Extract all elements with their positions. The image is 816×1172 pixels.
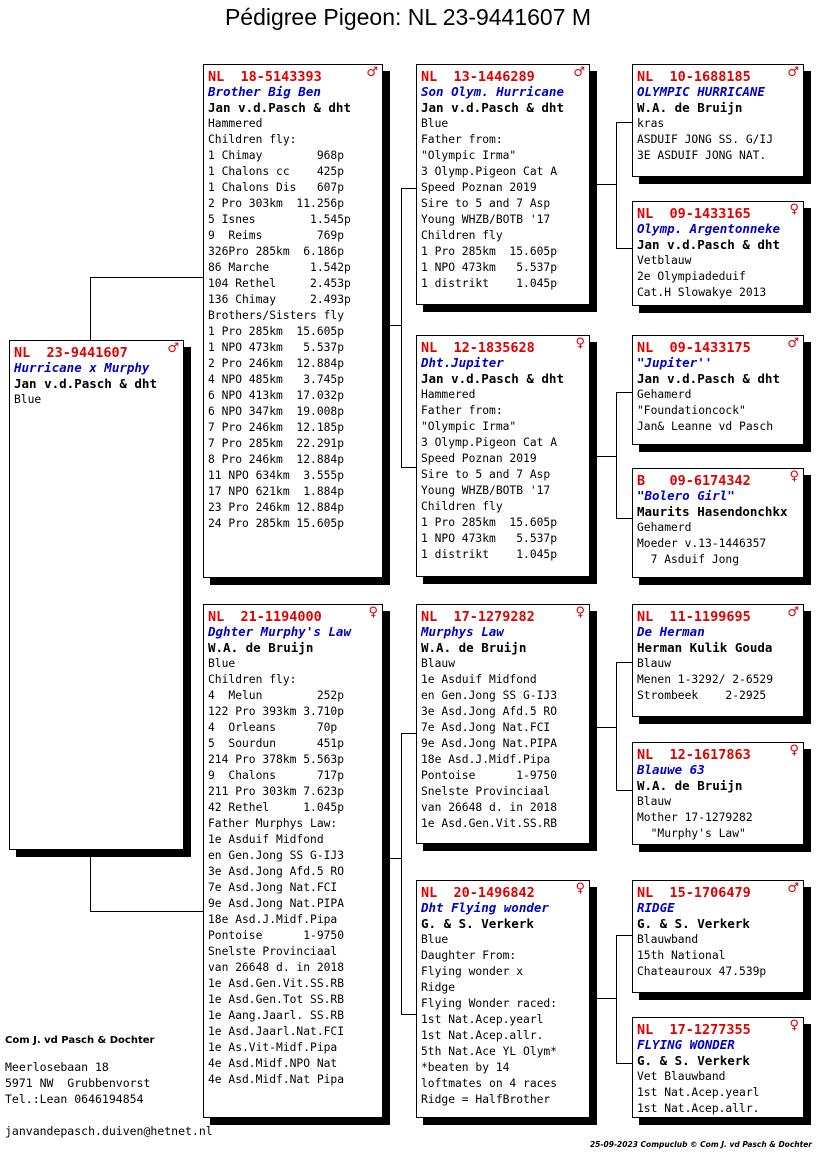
card-header <box>208 66 382 84</box>
ring-number: NL 15-1706479 <box>637 885 751 901</box>
card-header <box>637 66 803 84</box>
info-line: "Foundationcock" <box>637 404 746 417</box>
owner-name: G. & S. Verkerk <box>637 1053 750 1068</box>
info-line: 3e Asd.Jong Afd.5 RO <box>208 865 345 878</box>
pigeon-name: Olymp. Argentonneke <box>637 221 780 236</box>
info-line: 86 Marche 1.542p <box>208 261 351 274</box>
pigeon-name: Son Olym. Hurricane <box>421 84 564 99</box>
connector <box>616 518 633 519</box>
info-line: "Olympic Irma" <box>421 149 517 162</box>
pigeon-name: Dht.Jupiter <box>421 355 504 370</box>
owner-name: Jan v.d.Pasch & dht <box>421 100 564 115</box>
ring-number: NL 20-1496842 <box>421 885 535 901</box>
info-line: 4e Asd.Midf.NPO Nat <box>208 1057 338 1070</box>
pigeon-card-sire[interactable] <box>203 64 383 578</box>
info-line: Blauw <box>637 795 672 808</box>
info-line: 1e As.Vit-Midf.Pipa <box>208 1041 338 1054</box>
connector <box>597 998 616 999</box>
connector <box>597 727 616 728</box>
info-line: Hammered <box>208 117 263 130</box>
info-line: 1e Asd.Gen.Vit.SS.RB <box>421 817 558 830</box>
connector <box>616 935 633 936</box>
info-line: 5 Sourdun 451p <box>208 737 345 750</box>
connector <box>401 467 417 468</box>
pigeon-name: De Herman <box>637 624 705 639</box>
info-line: Ridge = HalfBrother <box>421 1093 551 1106</box>
info-line: 4 Melun 252p <box>208 689 345 702</box>
info-line: 1e Aang.Jaarl. SS.RB <box>208 1009 345 1022</box>
info-line: Vet Blauwband <box>637 1070 726 1083</box>
connector <box>401 733 402 1014</box>
pigeon-card-subject[interactable] <box>9 340 184 850</box>
info-line: 1 NPO 473km 5.537p <box>421 261 558 274</box>
ring-number: NL 09-1433165 <box>637 206 751 222</box>
info-line: *beaten by 14 <box>421 1061 510 1074</box>
info-line: Flying Wonder raced: <box>421 997 558 1010</box>
info-line: 9e Asd.Jong Nat.PIPA <box>421 737 558 750</box>
breeder-name: Com J. vd Pasch & Dochter <box>5 1035 155 1046</box>
info-line: Children fly: <box>208 673 297 686</box>
info-line: Young WHZB/BOTB '17 <box>421 484 551 497</box>
info-line: 11 NPO 634km 3.555p <box>208 469 345 482</box>
ring-number: B 09-6174342 <box>637 473 751 489</box>
owner-name: Jan v.d.Pasch & dht <box>421 371 564 386</box>
info-line: Sire to 5 and 7 Asp <box>421 197 551 210</box>
pigeon-name: Dghter Murphy's Law <box>208 624 351 639</box>
info-line: 136 Chimay 2.493p <box>208 293 351 306</box>
connector <box>401 733 417 734</box>
info-line: Snelste Provinciaal <box>421 785 551 798</box>
info-line: 7 Pro 246km 12.185p <box>208 421 345 434</box>
info-line: Blue <box>14 393 42 406</box>
pigeon-name: Blauwe 63 <box>637 762 705 777</box>
info-line: 1 Chalons cc 425p <box>208 165 345 178</box>
card-header <box>637 882 803 900</box>
ring-number: NL 12-1835628 <box>421 340 535 356</box>
info-line: 15th National <box>637 949 726 962</box>
info-line: kras <box>637 117 665 130</box>
pigeon-card-dss[interactable] <box>632 604 804 717</box>
info-line: Gehamerd <box>637 521 692 534</box>
card-header <box>637 337 803 355</box>
pigeon-card-ddd[interactable] <box>632 1017 804 1118</box>
info-line: 1e Asd.Gen.Tot SS.RB <box>208 993 345 1006</box>
page-title: Pédigree Pigeon: NL 23-9441607 M <box>224 4 592 30</box>
pigeon-name: "Bolero Girl" <box>637 488 735 503</box>
connector <box>401 188 402 467</box>
owner-name: Jan v.d.Pasch & dht <box>637 371 780 386</box>
connector <box>616 935 617 1063</box>
info-line: 3 Olymp.Pigeon Cat A <box>421 436 558 449</box>
info-line: 4 Orleans 70p <box>208 721 338 734</box>
owner-name: W.A. de Bruijn <box>637 778 743 793</box>
ring-number: NL 10-1688185 <box>637 69 751 85</box>
info-line: Blauwband <box>637 933 699 946</box>
card-header <box>14 342 183 360</box>
info-line: 214 Pro 378km 5.563p <box>208 753 345 766</box>
connector <box>616 662 617 790</box>
software-credit: 25-09-2023 Compuclub © Com J. vd Pasch & Dochter <box>589 1140 812 1149</box>
info-line: 1e Asduif Midfond <box>208 833 324 846</box>
info-line: 23 Pro 246km 12.884p <box>208 501 345 514</box>
info-line: 2 Pro 303km 11.256p <box>208 197 345 210</box>
info-line: Children fly: <box>208 133 297 146</box>
info-line: 122 Pro 393km 3.710p <box>208 705 345 718</box>
ring-number: NL 09-1433175 <box>637 340 751 356</box>
info-line: Flying wonder x <box>421 965 524 978</box>
pigeon-card-dsd[interactable] <box>632 742 804 845</box>
info-line: 1st Nat.Acep.allr. <box>637 1102 760 1115</box>
connector <box>90 911 204 912</box>
info-line: Brothers/Sisters fly <box>208 309 345 322</box>
pigeon-card-sire-dam[interactable] <box>416 335 590 577</box>
sex-symbol-icon: ♀ <box>789 743 799 758</box>
pigeon-name: RIDGE <box>637 900 675 915</box>
info-line: 5th Nat.Ace YL Olym* <box>421 1045 558 1058</box>
info-line: Father from: <box>421 404 503 417</box>
info-line: Pontoise 1-9750 <box>208 929 345 942</box>
ring-number: NL 17-1277355 <box>637 1022 751 1038</box>
info-line: Father Murphys Law: <box>208 817 338 830</box>
info-line: 1 Pro 285km 15.605p <box>208 325 345 338</box>
sex-symbol-icon: ♂ <box>787 881 799 896</box>
sex-symbol-icon: ♂ <box>366 65 378 80</box>
info-line: 6 NPO 347km 19.008p <box>208 405 345 418</box>
owner-name: W.A. de Bruijn <box>421 640 527 655</box>
info-line: Mother 17-1279282 <box>637 811 753 824</box>
info-line: Gehamerd <box>637 388 692 401</box>
info-line: 18e Asd.J.Midf.Pipa <box>421 753 551 766</box>
info-line: Moeder v.13-1446357 <box>637 537 767 550</box>
info-line: "Murphy's Law" <box>637 827 746 840</box>
card-header <box>421 66 589 84</box>
card-header <box>421 606 589 624</box>
connector <box>616 122 617 248</box>
owner-name: Maurits Hasendonchkx <box>637 504 788 519</box>
pigeon-card-sds[interactable] <box>632 335 804 445</box>
connector <box>616 662 633 663</box>
connector <box>401 188 417 189</box>
info-line: van 26648 d. in 2018 <box>208 961 345 974</box>
info-line: 1e Asduif Midfond <box>421 673 537 686</box>
owner-name: Jan v.d.Pasch & dht <box>14 376 157 391</box>
connector <box>90 277 91 340</box>
pigeon-name: FLYING WONDER <box>637 1037 735 1052</box>
info-line: 211 Pro 303km 7.623p <box>208 785 345 798</box>
pigeon-name: Brother Big Ben <box>208 84 321 99</box>
connector <box>616 392 617 518</box>
sex-symbol-icon: ♂ <box>787 605 799 620</box>
sex-symbol-icon: ♀ <box>575 881 585 896</box>
connector <box>401 1014 417 1015</box>
connector <box>90 850 91 911</box>
ring-number: NL 23-9441607 <box>14 345 128 361</box>
info-line: Sire to 5 and 7 Asp <box>421 468 551 481</box>
breeder-email[interactable]: janvandepasch.duiven@hetnet.nl <box>5 1124 213 1138</box>
breeder-address-street: Meerlosebaan 18 <box>5 1060 109 1074</box>
card-header <box>421 882 589 900</box>
card-header <box>637 1019 803 1037</box>
info-line: Blauw <box>421 657 456 670</box>
info-line: 104 Rethel 2.453p <box>208 277 351 290</box>
owner-name: G. & S. Verkerk <box>421 916 534 931</box>
info-line: 4e Asd.Midf.Nat Pipa <box>208 1073 345 1086</box>
info-line: 7 Asduif Jong <box>637 553 740 566</box>
info-line: Speed Poznan 2019 <box>421 452 537 465</box>
sex-symbol-icon: ♀ <box>575 336 585 351</box>
info-line: 1 Pro 285km 15.605p <box>421 245 558 258</box>
pigeon-name: Hurricane x Murphy <box>14 360 150 375</box>
pigeon-card-dam[interactable] <box>203 604 383 1118</box>
card-header <box>637 606 803 624</box>
owner-name: Herman Kulik Gouda <box>637 640 773 655</box>
info-line: Jan& Leanne vd Pasch <box>637 420 774 433</box>
breeder-phone: Tel.:Lean 0646194854 <box>5 1092 144 1106</box>
info-line: Blue <box>421 117 449 130</box>
connector <box>616 1063 633 1064</box>
info-line: Ridge <box>421 981 456 994</box>
info-line: Children fly <box>421 229 503 242</box>
info-line: 9 Chalons 717p <box>208 769 345 782</box>
card-header <box>637 203 803 221</box>
pigeon-card-ssd[interactable] <box>632 201 804 306</box>
pigeon-card-sss[interactable] <box>632 64 804 177</box>
info-line: 24 Pro 285km 15.605p <box>208 517 345 530</box>
owner-name: Jan v.d.Pasch & dht <box>208 100 351 115</box>
info-line: van 26648 d. in 2018 <box>421 801 558 814</box>
info-line: 9 Reims 769p <box>208 229 345 242</box>
info-line: Blauw <box>637 657 672 670</box>
info-line: 1e Asd.Jaarl.Nat.FCI <box>208 1025 345 1038</box>
connector <box>90 277 204 278</box>
info-line: 1 Chimay 968p <box>208 149 345 162</box>
pigeon-card-dam-sire[interactable] <box>416 604 590 844</box>
info-line: Hammered <box>421 388 476 401</box>
info-line: 7 Pro 285km 22.291p <box>208 437 345 450</box>
info-line: Snelste Provinciaal <box>208 945 338 958</box>
pigeon-card-sire-sire[interactable] <box>416 64 590 305</box>
owner-name: Jan v.d.Pasch & dht <box>637 237 780 252</box>
pigeon-card-dam-dam[interactable] <box>416 880 590 1118</box>
info-line: 3 Olymp.Pigeon Cat A <box>421 165 558 178</box>
pigeon-card-dds[interactable] <box>632 880 804 993</box>
connector <box>616 122 633 123</box>
info-line: 4 NPO 485km 3.745p <box>208 373 345 386</box>
info-line: Blue <box>421 933 449 946</box>
card-header <box>421 337 589 355</box>
info-line: Father from: <box>421 133 503 146</box>
info-line: 17 NPO 621km 1.884p <box>208 485 345 498</box>
info-line: Chateauroux 47.539p <box>637 965 767 978</box>
info-line: 2e Olympiadeduif <box>637 270 746 283</box>
info-line: 1st Nat.Acep.yearl <box>421 1013 544 1026</box>
owner-name: W.A. de Bruijn <box>208 640 314 655</box>
info-line: Strombeek 2-2925 <box>637 689 767 702</box>
sex-symbol-icon: ♀ <box>368 605 378 620</box>
info-line: Speed Poznan 2019 <box>421 181 537 194</box>
info-line: 7e Asd.Jong Nat.FCI <box>421 721 551 734</box>
info-line: Daughter From: <box>421 949 517 962</box>
card-header <box>637 470 803 488</box>
info-line: 42 Rethel 1.045p <box>208 801 345 814</box>
info-line: Pontoise 1-9750 <box>421 769 558 782</box>
info-line: 3e Asd.Jong Afd.5 RO <box>421 705 558 718</box>
connector <box>597 456 616 457</box>
info-line: 1st Nat.Acep.allr. <box>421 1029 544 1042</box>
connector <box>616 392 633 393</box>
info-line: 1 distrikt 1.045p <box>421 277 558 290</box>
info-line: en Gen.Jong SS G-IJ3 <box>208 849 345 862</box>
info-line: "Olympic Irma" <box>421 420 517 433</box>
info-line: 7e Asd.Jong Nat.FCI <box>208 881 338 894</box>
info-line: Children fly <box>421 500 503 513</box>
info-line: 1st Nat.Acep.yearl <box>637 1086 760 1099</box>
pigeon-name: Murphys Law <box>421 624 504 639</box>
sex-symbol-icon: ♂ <box>787 336 799 351</box>
sex-symbol-icon: ♀ <box>789 202 799 217</box>
info-line: 1 distrikt 1.045p <box>421 548 558 561</box>
ring-number: NL 11-1199695 <box>637 609 751 625</box>
sex-symbol-icon: ♀ <box>575 605 585 620</box>
ring-number: NL 18-5143393 <box>208 69 322 85</box>
sex-symbol-icon: ♀ <box>789 469 799 484</box>
connector <box>597 184 616 185</box>
sex-symbol-icon: ♂ <box>787 65 799 80</box>
connector <box>383 858 401 859</box>
pigeon-name: Dht Flying wonder <box>421 900 549 915</box>
info-line: loftmates on 4 races <box>421 1077 558 1090</box>
ring-number: NL 13-1446289 <box>421 69 535 85</box>
card-header <box>637 744 803 762</box>
connector <box>616 248 633 249</box>
pigeon-name: "Jupiter'' <box>637 355 713 370</box>
breeder-address-city: 5971 NW Grubbenvorst <box>5 1076 151 1090</box>
sex-symbol-icon: ♂ <box>167 341 179 356</box>
info-line: 3E ASDUIF JONG NAT. <box>637 149 767 162</box>
info-line: Menen 1-3292/ 2-6529 <box>637 673 774 686</box>
info-line: en Gen.Jong SS G-IJ3 <box>421 689 558 702</box>
info-line: 8 Pro 246km 12.884p <box>208 453 345 466</box>
info-line: ASDUIF JONG SS. G/IJ <box>637 133 774 146</box>
info-line: 2 Pro 246km 12.884p <box>208 357 345 370</box>
info-line: Blue <box>208 657 236 670</box>
sex-symbol-icon: ♀ <box>789 1018 799 1033</box>
owner-name: G. & S. Verkerk <box>637 916 750 931</box>
pigeon-card-sdd[interactable] <box>632 468 804 578</box>
info-line: Vetblauw <box>637 254 692 267</box>
info-line: 18e Asd.J.Midf.Pipa <box>208 913 338 926</box>
info-line: Young WHZB/BOTB '17 <box>421 213 551 226</box>
ring-number: NL 12-1617863 <box>637 747 751 763</box>
owner-name: W.A. de Bruijn <box>637 100 743 115</box>
ring-number: NL 21-1194000 <box>208 609 322 625</box>
connector <box>383 325 401 326</box>
sex-symbol-icon: ♂ <box>573 65 585 80</box>
connector <box>616 790 633 791</box>
ring-number: NL 17-1279282 <box>421 609 535 625</box>
info-line: 1 Chalons Dis 607p <box>208 181 345 194</box>
info-line: 6 NPO 413km 17.032p <box>208 389 345 402</box>
info-line: 1 NPO 473km 5.537p <box>208 341 345 354</box>
info-line: 1e Asd.Gen.Vit.SS.RB <box>208 977 345 990</box>
info-line: Cat.H Slowakye 2013 <box>637 286 767 299</box>
info-line: 1 Pro 285km 15.605p <box>421 516 558 529</box>
info-line: 326Pro 285km 6.186p <box>208 245 345 258</box>
info-line: 1 NPO 473km 5.537p <box>421 532 558 545</box>
info-line: 9e Asd.Jong Nat.PIPA <box>208 897 345 910</box>
card-header <box>208 606 382 624</box>
pigeon-name: OLYMPIC HURRICANE <box>637 84 765 99</box>
info-line: 5 Isnes 1.545p <box>208 213 351 226</box>
